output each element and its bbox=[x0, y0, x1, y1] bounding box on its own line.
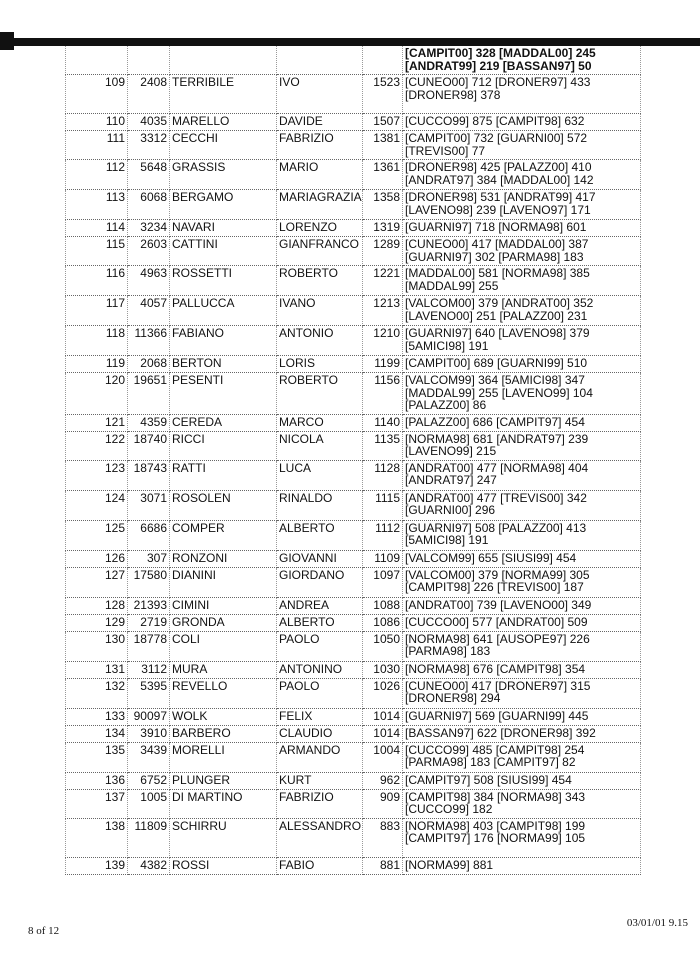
rank-cell: 134 bbox=[66, 725, 128, 742]
detail-cell: [CUCCO99] 485 [CAMPIT98] 254 [PARMA98] 183 [CAMPIT97] 82 bbox=[403, 742, 641, 772]
surname-cell: BERGAMO bbox=[170, 190, 277, 220]
name-cell: RINALDO bbox=[277, 490, 363, 520]
rank-cell: 138 bbox=[66, 818, 128, 857]
id-cell: 18740 bbox=[128, 431, 170, 460]
id-cell: 2068 bbox=[128, 356, 170, 373]
rank-cell: 125 bbox=[66, 520, 128, 550]
surname-cell: NAVARI bbox=[170, 220, 277, 237]
name-cell: GIOVANNI bbox=[277, 550, 363, 567]
id-cell: 18743 bbox=[128, 460, 170, 490]
rank-cell: 133 bbox=[66, 708, 128, 725]
id-cell: 5648 bbox=[128, 160, 170, 190]
detail-cell: [NORMA98] 681 [ANDRAT97] 239 [LAVENO99] 215 bbox=[403, 431, 641, 460]
rank-cell: 132 bbox=[66, 678, 128, 708]
surname-cell: REVELLO bbox=[170, 678, 277, 708]
points-cell: 1135 bbox=[363, 431, 403, 460]
points-cell: 1109 bbox=[363, 550, 403, 567]
name-cell: LORIS bbox=[277, 356, 363, 373]
surname-cell: PESENTI bbox=[170, 373, 277, 415]
surname-cell: ROSOLEN bbox=[170, 490, 277, 520]
rank-cell bbox=[66, 46, 128, 75]
detail-cell: [VALCOM99] 364 [5AMICI98] 347 [MADDAL99] 255 [LAVENO99] 104 [PALAZZ00] 86 bbox=[403, 373, 641, 415]
points-cell: 1319 bbox=[363, 220, 403, 237]
id-cell: 3071 bbox=[128, 490, 170, 520]
detail-cell: [CUNEO00] 417 [MADDAL00] 387 [GUARNI97] 302 [PARMA98] 183 bbox=[403, 237, 641, 266]
id-cell: 6068 bbox=[128, 190, 170, 220]
id-cell: 307 bbox=[128, 550, 170, 567]
id-cell: 2719 bbox=[128, 614, 170, 631]
name-cell: ALBERTO bbox=[277, 614, 363, 631]
table-row bbox=[66, 114, 641, 131]
table-row bbox=[66, 631, 641, 661]
detail-cell: [NORMA98] 641 [AUSOPE97] 226 [PARMA98] 183 bbox=[403, 631, 641, 661]
points-cell: 883 bbox=[363, 818, 403, 857]
surname-cell: MORELLI bbox=[170, 742, 277, 772]
rank-cell: 136 bbox=[66, 772, 128, 789]
id-cell: 21393 bbox=[128, 597, 170, 614]
id-cell: 4057 bbox=[128, 296, 170, 326]
table-row bbox=[66, 678, 641, 708]
rank-cell: 126 bbox=[66, 550, 128, 567]
id-cell: 90097 bbox=[128, 708, 170, 725]
surname-cell: RATTI bbox=[170, 460, 277, 490]
name-cell bbox=[277, 46, 363, 75]
name-cell: FABIO bbox=[277, 857, 363, 874]
points-cell: 1361 bbox=[363, 160, 403, 190]
name-cell: FABRIZIO bbox=[277, 789, 363, 818]
table-row bbox=[66, 742, 641, 772]
rank-cell: 117 bbox=[66, 296, 128, 326]
detail-cell: [ANDRAT00] 739 [LAVENO00] 349 bbox=[403, 597, 641, 614]
detail-cell: [VALCOM00] 379 [ANDRAT00] 352 [LAVENO00] 251 [PALAZZ00] 231 bbox=[403, 296, 641, 326]
name-cell: ALBERTO bbox=[277, 520, 363, 550]
detail-cell: [NORMA98] 676 [CAMPIT98] 354 bbox=[403, 661, 641, 678]
rank-cell: 135 bbox=[66, 742, 128, 772]
name-cell: LUCA bbox=[277, 460, 363, 490]
rank-cell: 129 bbox=[66, 614, 128, 631]
detail-cell: [VALCOM00] 379 [NORMA99] 305 [CAMPIT98] 226 [TREVIS00] 187 bbox=[403, 567, 641, 597]
id-cell: 6752 bbox=[128, 772, 170, 789]
table-row bbox=[66, 356, 641, 373]
surname-cell: PLUNGER bbox=[170, 772, 277, 789]
id-cell: 6686 bbox=[128, 520, 170, 550]
points-cell bbox=[363, 46, 403, 75]
name-cell: MARIAGRAZIA bbox=[277, 190, 363, 220]
rank-cell: 110 bbox=[66, 114, 128, 131]
rank-cell: 114 bbox=[66, 220, 128, 237]
points-cell: 1112 bbox=[363, 520, 403, 550]
detail-text: [ANDRAT99] 219 [BASSAN97] 50 bbox=[405, 58, 592, 73]
surname-cell: WOLK bbox=[170, 708, 277, 725]
surname-cell: CIMINI bbox=[170, 597, 277, 614]
detail-cell: [MADDAL00] 581 [NORMA98] 385 [MADDAL99] 255 bbox=[403, 266, 641, 296]
detail-cell: [CAMPIT00] 689 [GUARNI99] 510 bbox=[403, 356, 641, 373]
detail-cell: [GUARNI97] 569 [GUARNI99] 445 bbox=[403, 708, 641, 725]
table-row bbox=[66, 220, 641, 237]
id-cell: 3910 bbox=[128, 725, 170, 742]
table-row bbox=[66, 237, 641, 266]
points-cell: 1088 bbox=[363, 597, 403, 614]
id-cell bbox=[128, 46, 170, 75]
id-cell: 5395 bbox=[128, 678, 170, 708]
detail-cell: [DRONER98] 425 [PALAZZ00] 410 [ANDRAT97] 384 [MADDAL00] 142 bbox=[403, 160, 641, 190]
name-cell: ARMANDO bbox=[277, 742, 363, 772]
surname-cell: RONZONI bbox=[170, 550, 277, 567]
id-cell: 3234 bbox=[128, 220, 170, 237]
rank-cell: 118 bbox=[66, 326, 128, 356]
detail-cell: [DRONER98] 531 [ANDRAT99] 417 [LAVENO98] 239 [LAVENO97] 171 bbox=[403, 190, 641, 220]
rank-cell: 123 bbox=[66, 460, 128, 490]
name-cell: IVANO bbox=[277, 296, 363, 326]
rank-cell: 109 bbox=[66, 75, 128, 114]
detail-cell: [CUNEO00] 712 [DRONER97] 433 [DRONER98] 378 bbox=[403, 75, 641, 114]
table-row bbox=[66, 373, 641, 415]
surname-cell: COLI bbox=[170, 631, 277, 661]
id-cell: 11366 bbox=[128, 326, 170, 356]
scan-top-border bbox=[0, 38, 700, 46]
rank-cell: 139 bbox=[66, 857, 128, 874]
table-row bbox=[66, 460, 641, 490]
id-cell: 17580 bbox=[128, 567, 170, 597]
detail-cell bbox=[403, 46, 641, 75]
points-cell: 909 bbox=[363, 789, 403, 818]
surname-cell: MURA bbox=[170, 661, 277, 678]
rank-cell: 121 bbox=[66, 414, 128, 431]
detail-cell: [ANDRAT00] 477 [TREVIS00] 342 [GUARNI00] 296 bbox=[403, 490, 641, 520]
detail-cell: [CAMPIT00] 732 [GUARNI00] 572 [TREVIS00] 77 bbox=[403, 131, 641, 160]
rank-cell: 111 bbox=[66, 131, 128, 160]
surname-cell: BARBERO bbox=[170, 725, 277, 742]
name-cell: NICOLA bbox=[277, 431, 363, 460]
points-cell: 881 bbox=[363, 857, 403, 874]
id-cell: 11809 bbox=[128, 818, 170, 857]
surname-cell: DIANINI bbox=[170, 567, 277, 597]
name-cell: MARIO bbox=[277, 160, 363, 190]
table-row bbox=[66, 160, 641, 190]
ranking-table bbox=[65, 46, 641, 875]
surname-cell: ROSSETTI bbox=[170, 266, 277, 296]
points-cell: 1221 bbox=[363, 266, 403, 296]
rank-cell: 130 bbox=[66, 631, 128, 661]
surname-cell: CATTINI bbox=[170, 237, 277, 266]
id-cell: 2408 bbox=[128, 75, 170, 114]
points-cell: 1030 bbox=[363, 661, 403, 678]
rank-cell: 124 bbox=[66, 490, 128, 520]
name-cell: ALESSANDRO bbox=[277, 818, 363, 857]
table-row bbox=[66, 772, 641, 789]
detail-cell: [CUCCO99] 875 [CAMPIT98] 632 bbox=[403, 114, 641, 131]
table-row bbox=[66, 190, 641, 220]
detail-cell: [BASSAN97] 622 [DRONER98] 392 bbox=[403, 725, 641, 742]
rank-cell: 137 bbox=[66, 789, 128, 818]
rank-cell: 115 bbox=[66, 237, 128, 266]
detail-cell: [PALAZZ00] 686 [CAMPIT97] 454 bbox=[403, 414, 641, 431]
rank-cell: 127 bbox=[66, 567, 128, 597]
detail-cell: [CAMPIT98] 384 [NORMA98] 343 [CUCCO99] 182 bbox=[403, 789, 641, 818]
points-cell: 1210 bbox=[363, 326, 403, 356]
table-row bbox=[66, 725, 641, 742]
surname-cell: RICCI bbox=[170, 431, 277, 460]
points-cell: 1086 bbox=[363, 614, 403, 631]
table-row bbox=[66, 567, 641, 597]
id-cell: 3112 bbox=[128, 661, 170, 678]
rank-cell: 116 bbox=[66, 266, 128, 296]
table-row bbox=[66, 708, 641, 725]
points-cell: 1050 bbox=[363, 631, 403, 661]
name-cell: ANTONINO bbox=[277, 661, 363, 678]
rank-cell: 120 bbox=[66, 373, 128, 415]
detail-cell: [GUARNI97] 718 [NORMA98] 601 bbox=[403, 220, 641, 237]
surname-cell: BERTON bbox=[170, 356, 277, 373]
surname-cell: SCHIRRU bbox=[170, 818, 277, 857]
table-row bbox=[66, 597, 641, 614]
rank-cell: 112 bbox=[66, 160, 128, 190]
table-row bbox=[66, 661, 641, 678]
detail-bold-text: [CAMPIT00] 328 [MADDAL00] 245 bbox=[405, 46, 596, 60]
name-cell: LORENZO bbox=[277, 220, 363, 237]
points-cell: 962 bbox=[363, 772, 403, 789]
surname-cell bbox=[170, 46, 277, 75]
surname-cell: CECCHI bbox=[170, 131, 277, 160]
table-row bbox=[66, 614, 641, 631]
points-cell: 1199 bbox=[363, 356, 403, 373]
points-cell: 1289 bbox=[363, 237, 403, 266]
table-row bbox=[66, 46, 641, 75]
surname-cell: TERRIBILE bbox=[170, 75, 277, 114]
table-row bbox=[66, 550, 641, 567]
surname-cell: GRONDA bbox=[170, 614, 277, 631]
name-cell: PAOLO bbox=[277, 631, 363, 661]
surname-cell: FABIANO bbox=[170, 326, 277, 356]
name-cell: ROBERTO bbox=[277, 266, 363, 296]
name-cell: MARCO bbox=[277, 414, 363, 431]
table-row bbox=[66, 326, 641, 356]
surname-cell: GRASSIS bbox=[170, 160, 277, 190]
name-cell: ANTONIO bbox=[277, 326, 363, 356]
points-cell: 1115 bbox=[363, 490, 403, 520]
points-cell: 1213 bbox=[363, 296, 403, 326]
table-row bbox=[66, 266, 641, 296]
table-row bbox=[66, 75, 641, 114]
detail-cell: [ANDRAT00] 477 [NORMA98] 404 [ANDRAT97] 247 bbox=[403, 460, 641, 490]
name-cell: FABRIZIO bbox=[277, 131, 363, 160]
table-row bbox=[66, 520, 641, 550]
points-cell: 1358 bbox=[363, 190, 403, 220]
surname-cell: COMPER bbox=[170, 520, 277, 550]
detail-cell: [CAMPIT97] 508 [SIUSI99] 454 bbox=[403, 772, 641, 789]
points-cell: 1097 bbox=[363, 567, 403, 597]
table-row bbox=[66, 857, 641, 874]
surname-cell: DI MARTINO bbox=[170, 789, 277, 818]
name-cell: ROBERTO bbox=[277, 373, 363, 415]
rank-cell: 119 bbox=[66, 356, 128, 373]
detail-cell: [GUARNI97] 640 [LAVENO98] 379 [5AMICI98] 191 bbox=[403, 326, 641, 356]
id-cell: 1005 bbox=[128, 789, 170, 818]
rank-cell: 122 bbox=[66, 431, 128, 460]
points-cell: 1128 bbox=[363, 460, 403, 490]
points-cell: 1381 bbox=[363, 131, 403, 160]
name-cell: IVO bbox=[277, 75, 363, 114]
table-row bbox=[66, 490, 641, 520]
points-cell: 1026 bbox=[363, 678, 403, 708]
name-cell: ANDREA bbox=[277, 597, 363, 614]
table-row bbox=[66, 431, 641, 460]
detail-cell: [CUCCO00] 577 [ANDRAT00] 509 bbox=[403, 614, 641, 631]
detail-cell: [NORMA98] 403 [CAMPIT98] 199 [CAMPIT97] 176 [NORMA99] 105 bbox=[403, 818, 641, 857]
name-cell: KURT bbox=[277, 772, 363, 789]
surname-cell: ROSSI bbox=[170, 857, 277, 874]
detail-cell: [GUARNI97] 508 [PALAZZ00] 413 [5AMICI98] 191 bbox=[403, 520, 641, 550]
table-row bbox=[66, 414, 641, 431]
name-cell: GIORDANO bbox=[277, 567, 363, 597]
id-cell: 3439 bbox=[128, 742, 170, 772]
id-cell: 4963 bbox=[128, 266, 170, 296]
points-cell: 1014 bbox=[363, 708, 403, 725]
table-row bbox=[66, 131, 641, 160]
name-cell: FELIX bbox=[277, 708, 363, 725]
points-cell: 1523 bbox=[363, 75, 403, 114]
id-cell: 18778 bbox=[128, 631, 170, 661]
name-cell: DAVIDE bbox=[277, 114, 363, 131]
id-cell: 4035 bbox=[128, 114, 170, 131]
surname-cell: CEREDA bbox=[170, 414, 277, 431]
id-cell: 19651 bbox=[128, 373, 170, 415]
name-cell: CLAUDIO bbox=[277, 725, 363, 742]
detail-cell: [NORMA99] 881 bbox=[403, 857, 641, 874]
points-cell: 1140 bbox=[363, 414, 403, 431]
table-row bbox=[66, 818, 641, 857]
rank-cell: 113 bbox=[66, 190, 128, 220]
page-number: 8 of 12 bbox=[28, 925, 60, 937]
id-cell: 4382 bbox=[128, 857, 170, 874]
rank-cell: 131 bbox=[66, 661, 128, 678]
id-cell: 4359 bbox=[128, 414, 170, 431]
points-cell: 1507 bbox=[363, 114, 403, 131]
id-cell: 2603 bbox=[128, 237, 170, 266]
table-row bbox=[66, 789, 641, 818]
id-cell: 3312 bbox=[128, 131, 170, 160]
points-cell: 1004 bbox=[363, 742, 403, 772]
name-cell: GIANFRANCO bbox=[277, 237, 363, 266]
name-cell: PAOLO bbox=[277, 678, 363, 708]
detail-cell: [CUNEO00] 417 [DRONER97] 315 [DRONER98] 294 bbox=[403, 678, 641, 708]
points-cell: 1014 bbox=[363, 725, 403, 742]
table-row bbox=[66, 296, 641, 326]
surname-cell: PALLUCCA bbox=[170, 296, 277, 326]
rank-cell: 128 bbox=[66, 597, 128, 614]
print-datetime: 03/01/01 9.15 bbox=[626, 917, 688, 929]
surname-cell: MARELLO bbox=[170, 114, 277, 131]
points-cell: 1156 bbox=[363, 373, 403, 415]
detail-cell: [VALCOM99] 655 [SIUSI99] 454 bbox=[403, 550, 641, 567]
